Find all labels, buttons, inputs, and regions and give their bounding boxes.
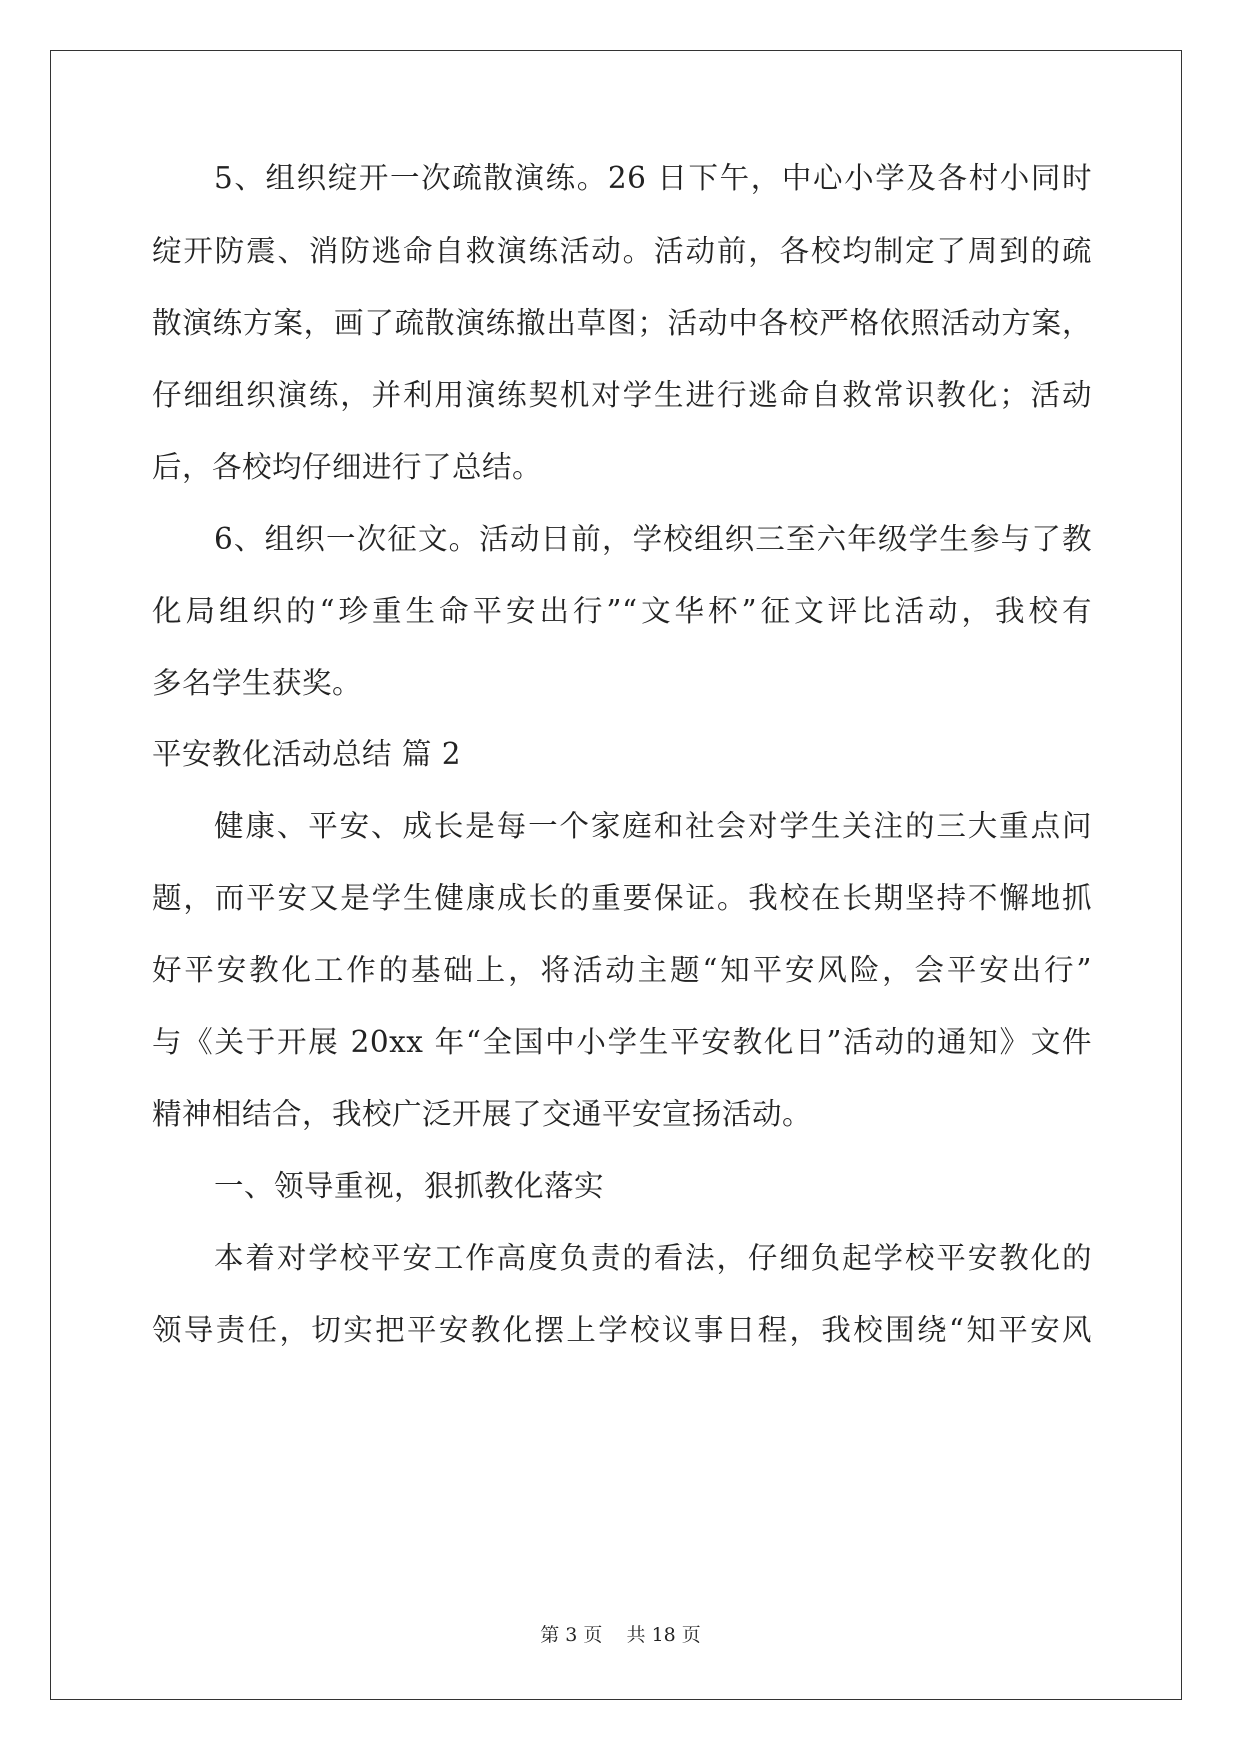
paragraph-line: 5、组织绽开一次疏散演练。26 日下午，中心小学及各村小同时 <box>214 161 1092 195</box>
paragraph-line: 散演练方案，画了疏散演练撤出草图；活动中各校严格依照活动方案， <box>152 306 1092 340</box>
paragraph-line: 领导责任，切实把平安教化摆上学校议事日程，我校围绕“知平安风 <box>152 1313 1092 1347</box>
paragraph-line: 化局组织的“珍重生命平安出行”“文华杯”征文评比活动，我校有 <box>152 594 1092 628</box>
paragraph-line: 本着对学校平安工作高度负责的看法，仔细负起学校平安教化的 <box>214 1241 1092 1275</box>
section-heading: 平安教化活动总结 篇 2 <box>152 737 462 771</box>
paragraph-line: 绽开防震、消防逃命自救演练活动。活动前，各校均制定了周到的疏 <box>152 234 1092 268</box>
page-number: 第 3 页 共 18 页 <box>540 1624 701 1646</box>
paragraph-line: 精神相结合，我校广泛开展了交通平安宣扬活动。 <box>152 1097 813 1131</box>
subsection-heading: 一、领导重视，狠抓教化落实 <box>214 1169 605 1203</box>
paragraph-line: 与《关于开展 20xx 年“全国中小学生平安教化日”活动的通知》文件 <box>152 1025 1092 1059</box>
paragraph-line: 后，各校均仔细进行了总结。 <box>152 450 543 484</box>
paragraph-line: 6、组织一次征文。活动日前，学校组织三至六年级学生参与了教 <box>214 522 1092 556</box>
paragraph-line: 健康、平安、成长是每一个家庭和社会对学生关注的三大重点问 <box>214 809 1092 843</box>
paragraph-line: 多名学生获奖。 <box>152 666 363 700</box>
paragraph-line: 好平安教化工作的基础上，将活动主题“知平安风险，会平安出行” <box>152 953 1092 987</box>
paragraph-line: 仔细组织演练，并利用演练契机对学生进行逃命自救常识教化；活动 <box>152 378 1092 412</box>
paragraph-line: 题，而平安又是学生健康成长的重要保证。我校在长期坚持不懈地抓 <box>152 881 1092 915</box>
page-border <box>50 50 1182 1700</box>
